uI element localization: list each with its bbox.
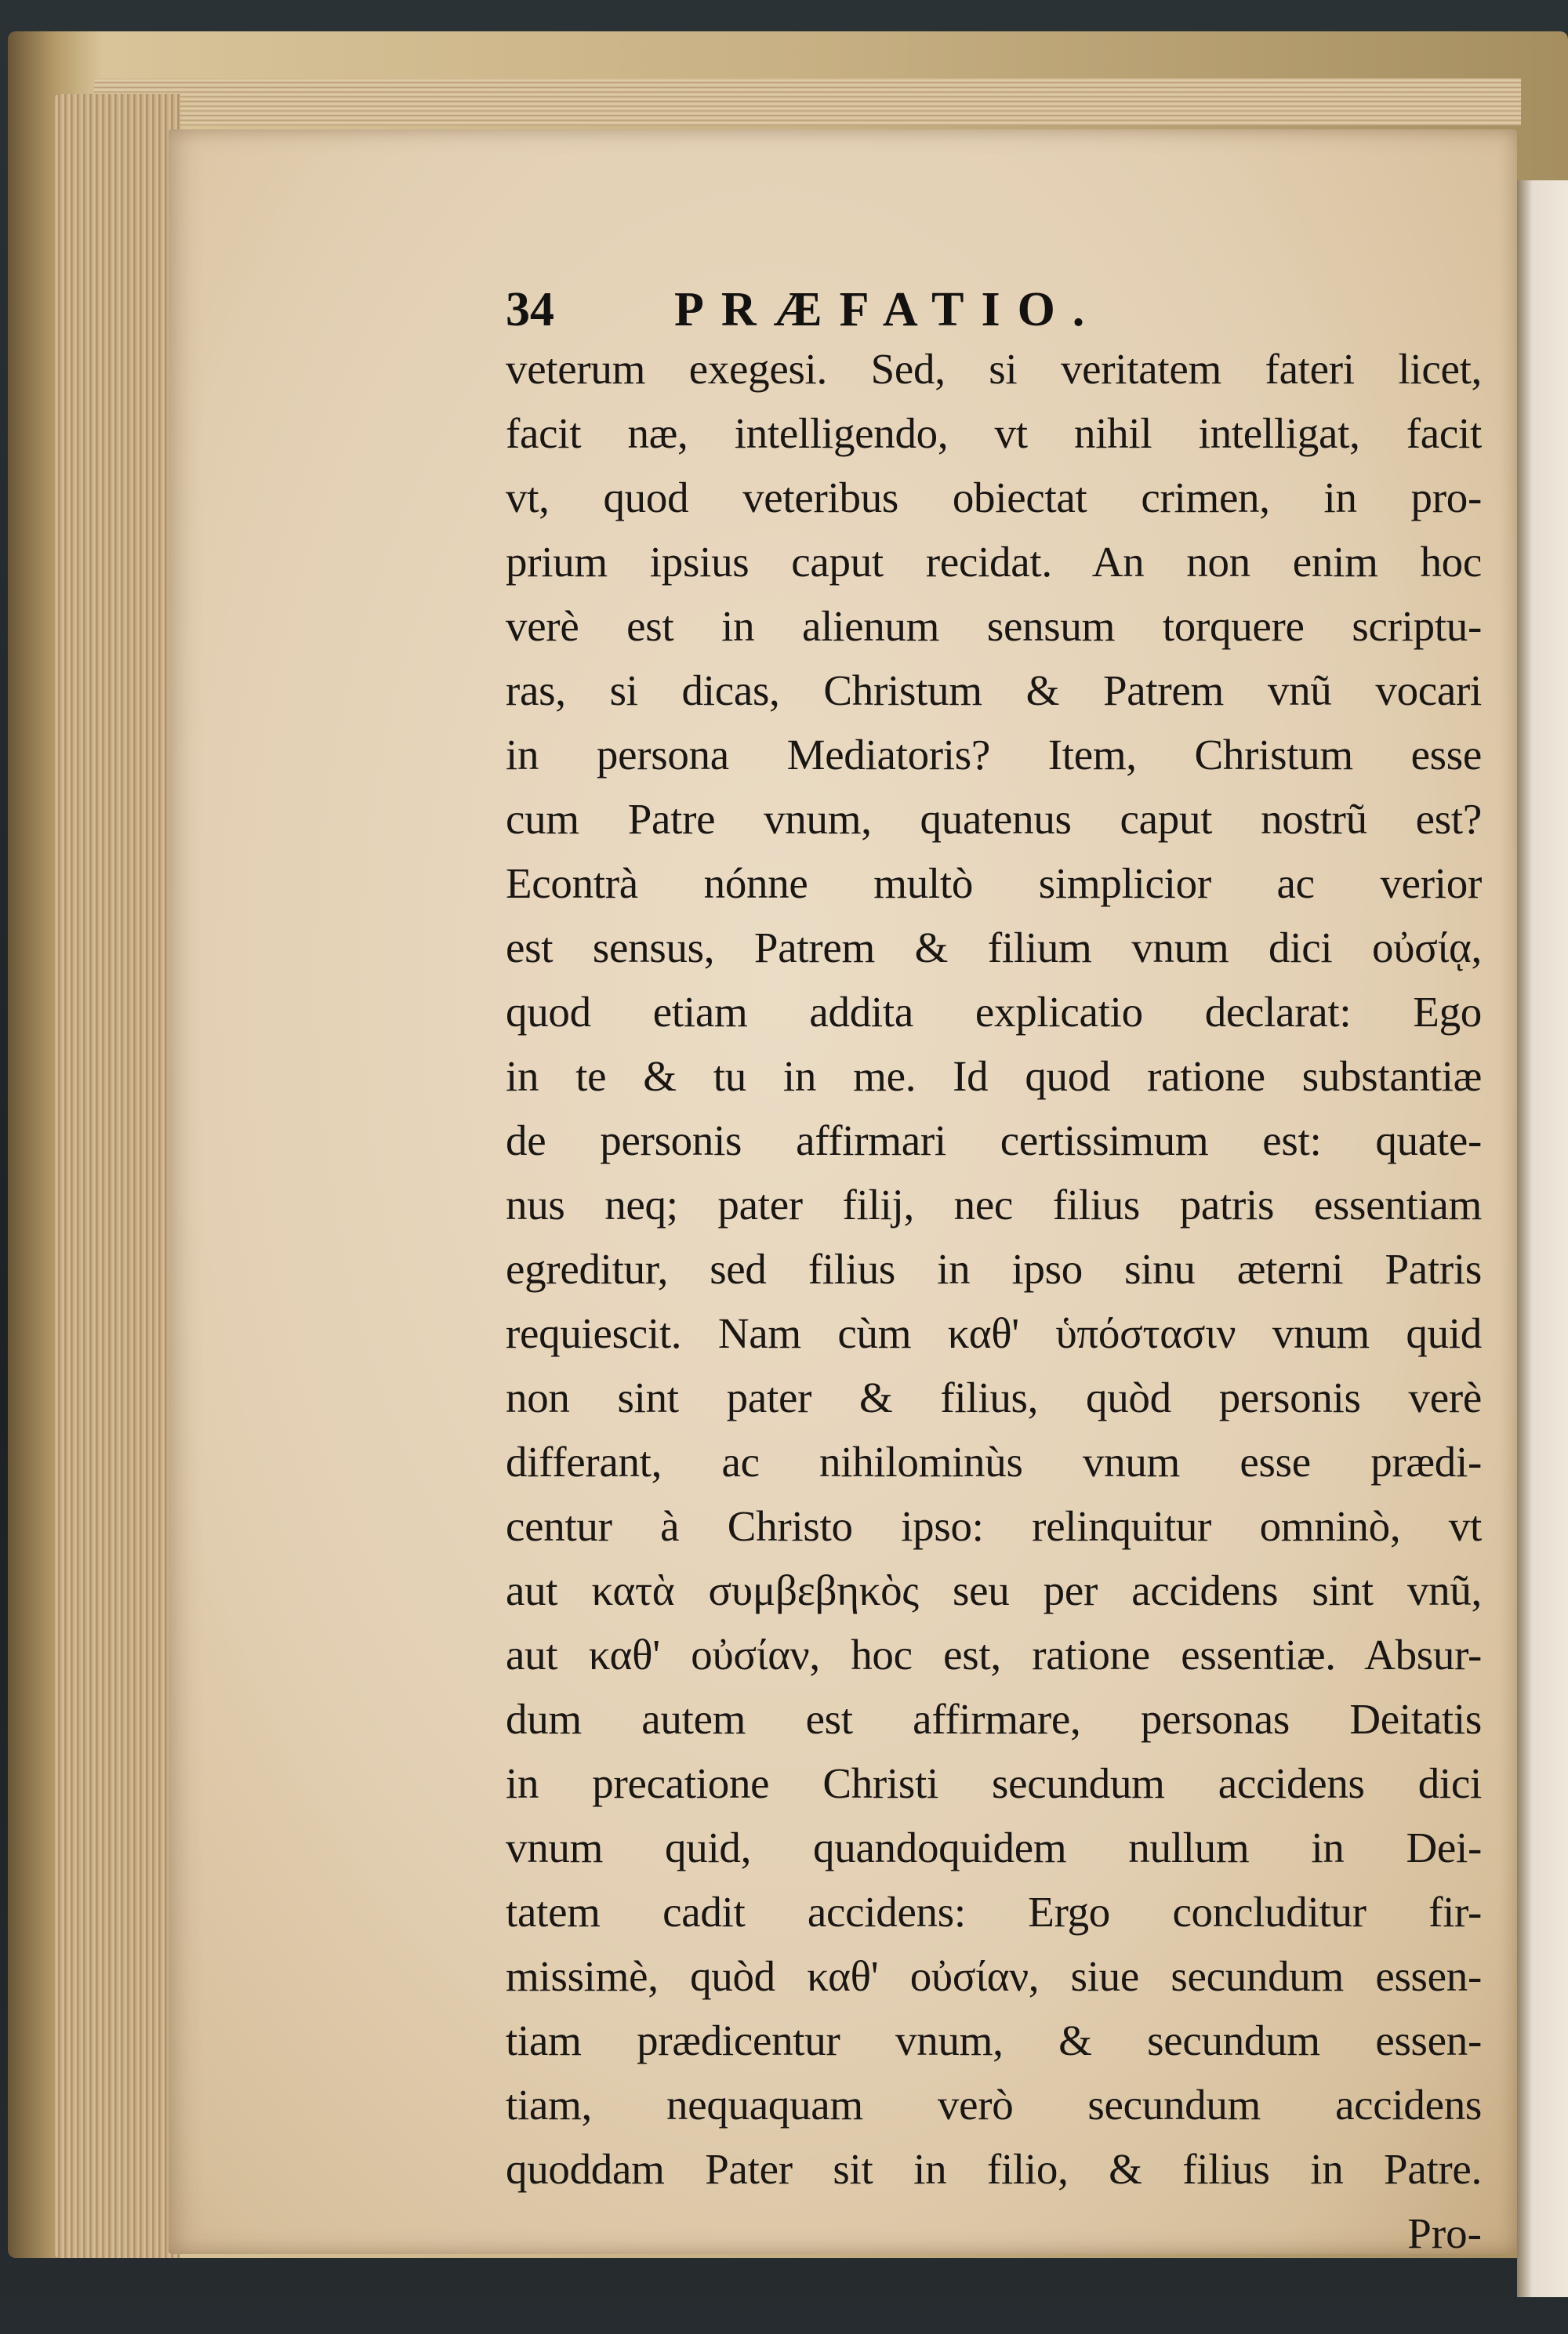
text-line: quod etiam addita explicatio declarat: Ego [506,988,1482,1036]
text-line: veterum exegesi. Sed, si veritatem fateri licet, [506,345,1482,393]
text-line: differant, ac nihilominùs vnum esse prædi- [506,1438,1482,1486]
page-top-edges [94,78,1521,125]
text-line: aut κατὰ συμβεβηκὸς seu per accidens sint vnũ, [506,1566,1482,1614]
text-line: in persona Mediatoris? Item, Christum esse [506,731,1482,779]
text-line: nus neq; pater filij, nec filius patris essentiam [506,1181,1482,1229]
page-fore-edges [55,94,180,2258]
text-line: facit næ, intelligendo, vt nihil intelligat, facit [506,409,1482,457]
text-line: in precatione Christi secundum accidens dici [506,1759,1482,1807]
text-line: requiescit. Nam cùm καθ' ὑπόστασιν vnum quid [506,1309,1482,1357]
text-line: Econtrà nónne multò simplicior ac verior [506,859,1482,907]
text-line: in te & tu in me. Id quod ratione substantiæ [506,1052,1482,1100]
running-title: PRÆFATIO. [674,283,1102,336]
text-line: cum Patre vnum, quatenus caput nostrũ est? [506,795,1482,843]
body-text [506,337,1482,2266]
text-line: tiam prædicentur vnum, & secundum essen- [506,2016,1482,2064]
text-line: verè est in alienum sensum torquere scriptu- [506,602,1482,650]
text-line: quoddam Pater sit in filio, & filius in Patre. [506,2145,1482,2193]
text-line: tiam, nequaquam verò secundum accidens [506,2081,1482,2129]
right-page-edge [1517,180,1568,2297]
page-number: 34 [506,283,554,336]
text-line: aut καθ' οὐσίαν, hoc est, ratione essentiæ. Absur- [506,1631,1482,1679]
text-line: est sensus, Patrem & filium vnum dici οὐσίᾳ, [506,924,1482,971]
text-line: prium ipsius caput recidat. An non enim hoc [506,538,1482,586]
text-line: centur à Christo ipso: relinquitur omninò, vt [506,1502,1482,1550]
text-line: ras, si dicas, Christum & Patrem vnũ vocari [506,666,1482,714]
text-line: dum autem est affirmare, personas Deitatis [506,1695,1482,1743]
running-head [337,282,1294,337]
text-line: missimè, quòd καθ' οὐσίαν, siue secundum essen- [506,1952,1482,2000]
catchword: Pro- [1407,2209,1482,2257]
text-line: tatem cadit accidens: Ergo concluditur fir- [506,1888,1482,1936]
text-line: egreditur, sed filius in ipso sinu æterni Patris [506,1245,1482,1293]
text-line: de personis affirmari certissimum est: quate- [506,1116,1482,1164]
text-line: non sint pater & filius, quòd personis verè [506,1374,1482,1421]
text-line: vt, quod veteribus obiectat crimen, in pro- [506,474,1482,521]
text-line: vnum quid, quandoquidem nullum in Dei- [506,1824,1482,1871]
